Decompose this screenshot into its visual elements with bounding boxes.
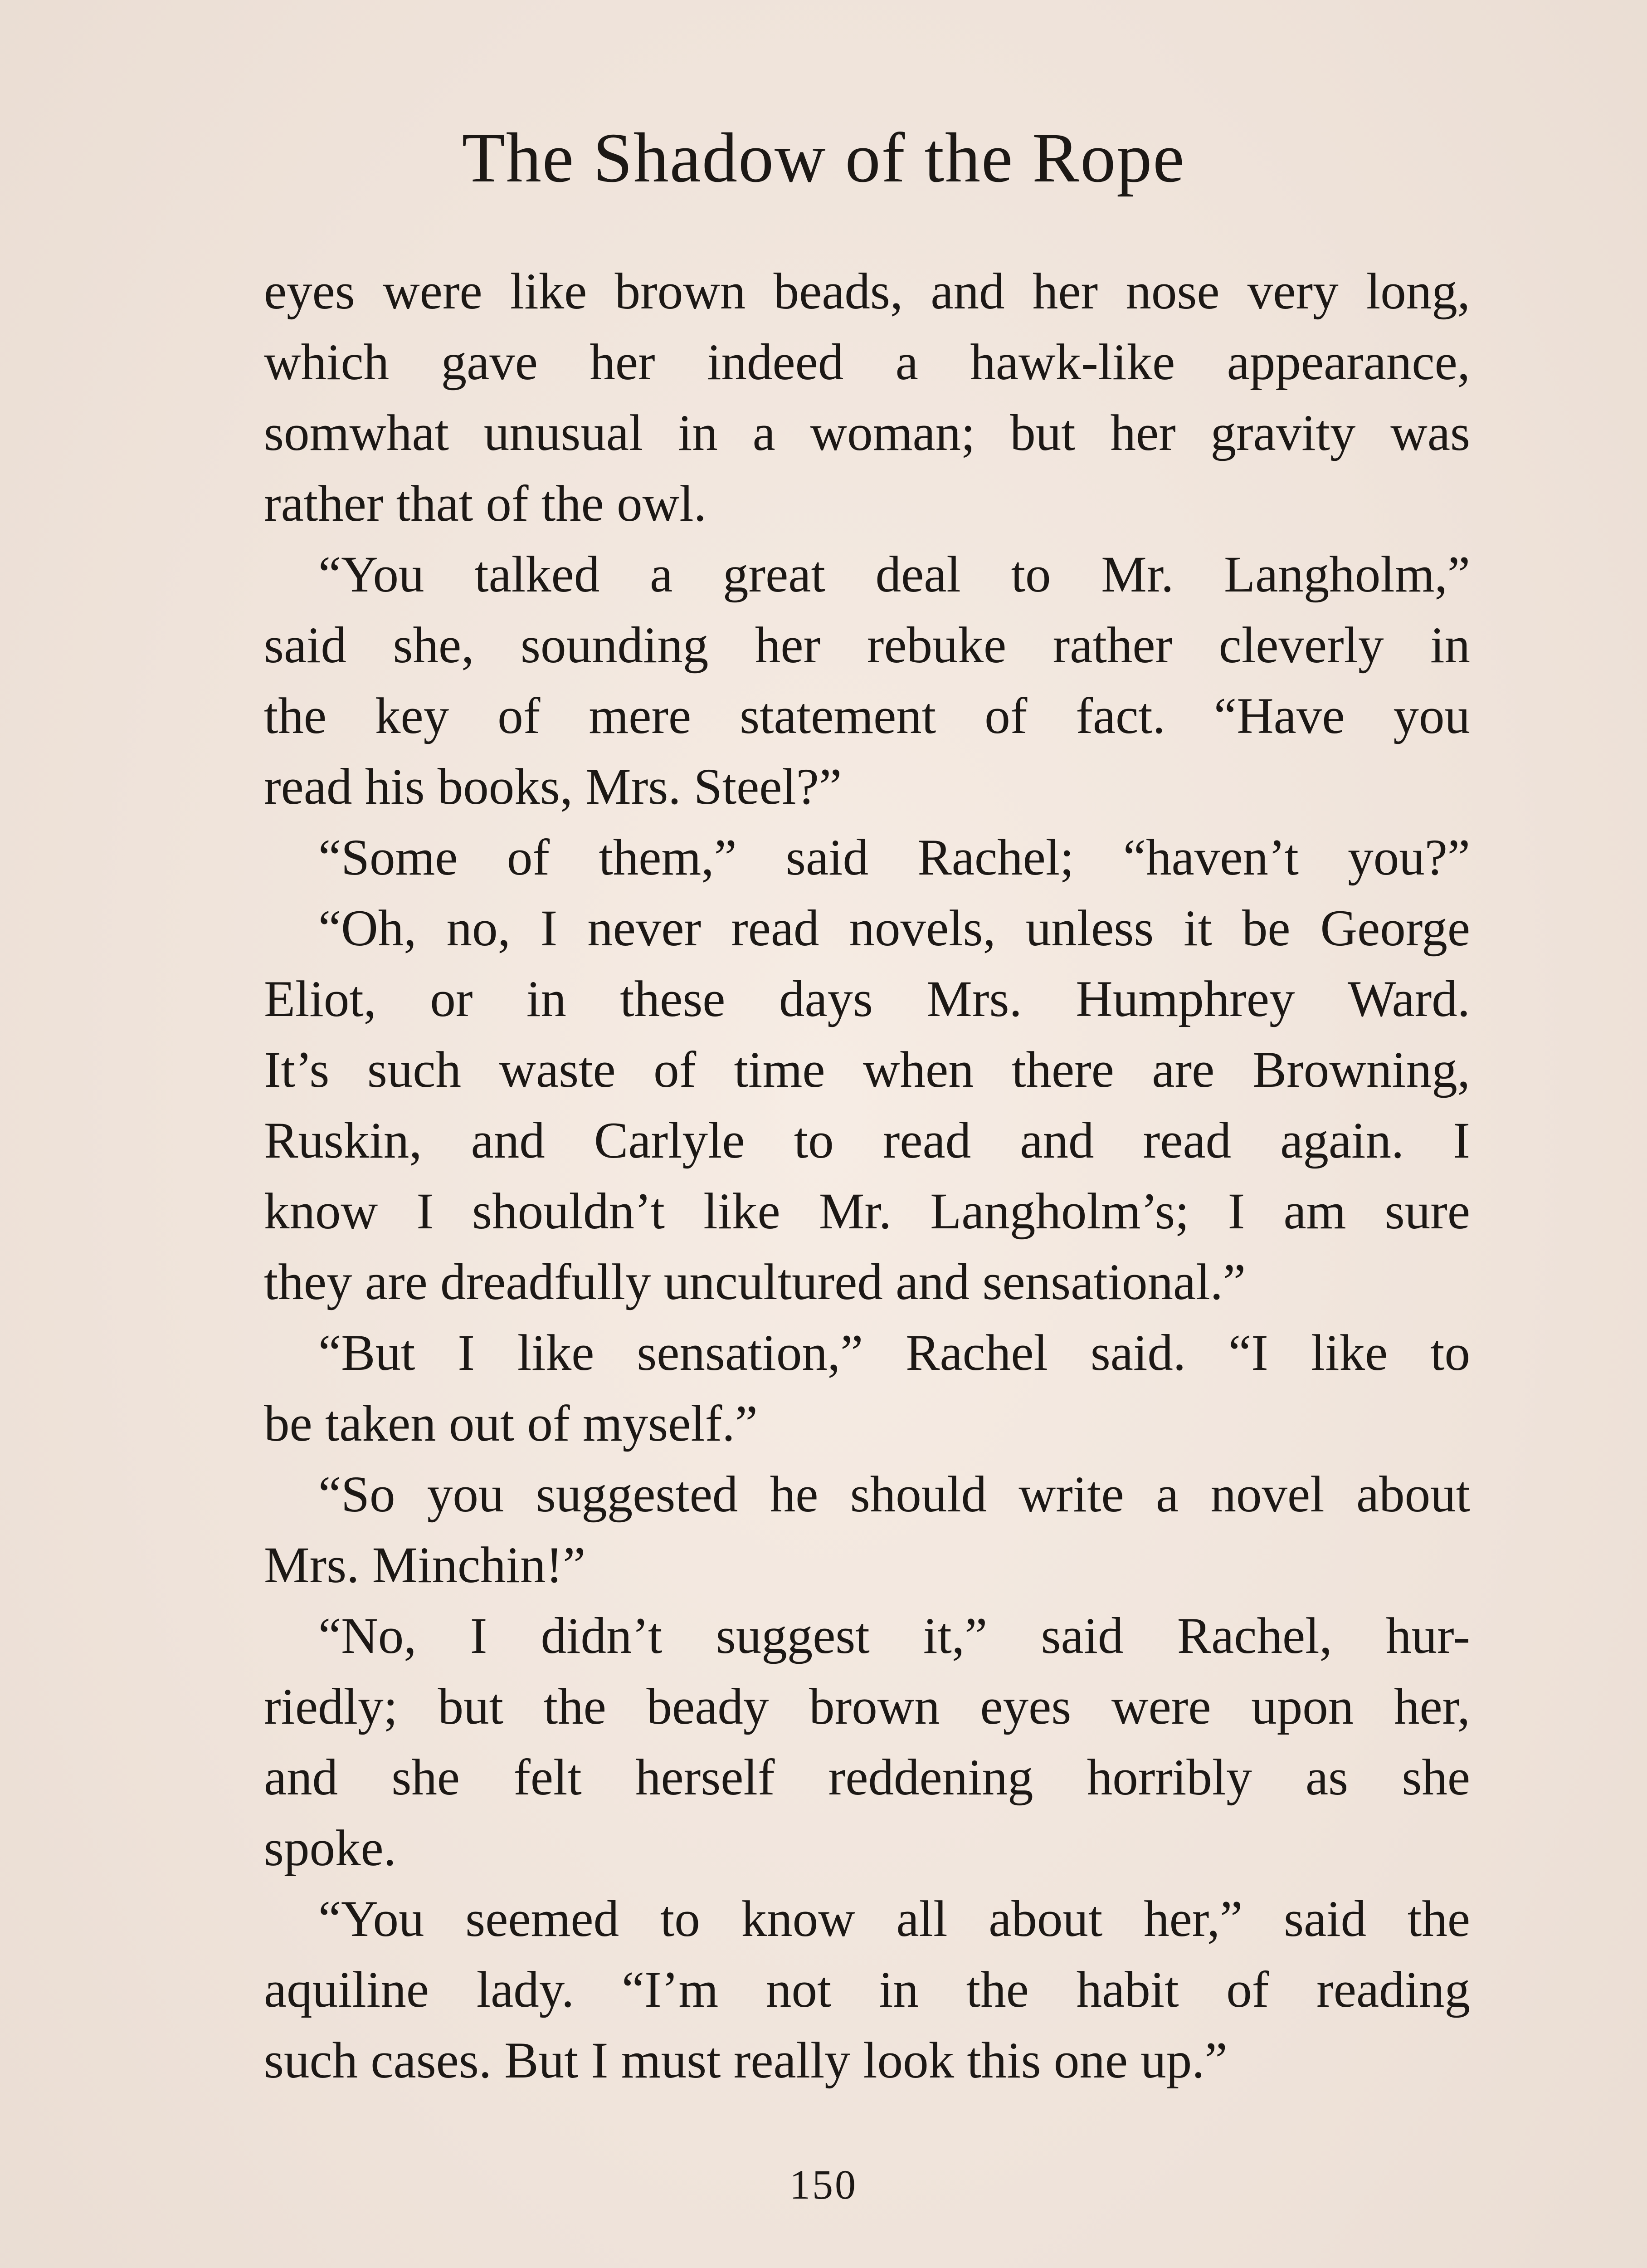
text-line: and she felt herself reddening horribly as she: [264, 1749, 1470, 1806]
body-text: [264, 256, 1470, 2096]
text-line: “Some of them,” said Rachel; “haven’t you?”: [318, 829, 1470, 886]
text-line: “Oh, no, I never read novels, unless it be George: [318, 900, 1470, 957]
text-line: aquiline lady. “I’m not in the habit of reading: [264, 1961, 1470, 2018]
text-line: “But I like sensation,” Rachel said. “I like to: [318, 1325, 1470, 1381]
running-head: The Shadow of the Rope: [462, 118, 1185, 197]
text-line: “No, I didn’t suggest it,” said Rachel, hur-: [318, 1608, 1470, 1664]
text-line: “You seemed to know all about her,” said the: [318, 1891, 1470, 1947]
text-line: such cases. But I must really look this one up.”: [264, 2032, 1228, 2089]
text-line: “So you suggested he should write a novel about: [318, 1466, 1470, 1523]
text-line: said she, sounding her rebuke rather cleverly in: [264, 617, 1470, 674]
text-line: be taken out of myself.”: [264, 1395, 758, 1452]
text-line: Mrs. Minchin!”: [264, 1537, 586, 1593]
text-line: It’s such waste of time when there are Browning,: [264, 1041, 1470, 1098]
text-line: eyes were like brown beads, and her nose very long,: [264, 263, 1470, 320]
text-line: read his books, Mrs. Steel?”: [264, 758, 842, 815]
text-line: somwhat unusual in a woman; but her gravity was: [264, 405, 1470, 461]
text-line: they are dreadfully uncultured and sensational.”: [264, 1254, 1246, 1310]
page-number: 150: [789, 2161, 858, 2208]
text-line: the key of mere statement of fact. “Have you: [264, 688, 1470, 744]
text-line: spoke.: [264, 1820, 396, 1877]
text-line: “You talked a great deal to Mr. Langholm,”: [318, 546, 1470, 603]
text-line: know I shouldn’t like Mr. Langholm’s; I am sure: [264, 1183, 1470, 1240]
text-line: which gave her indeed a hawk-like appearance,: [264, 334, 1470, 391]
text-line: Eliot, or in these days Mrs. Humphrey Ward.: [264, 971, 1470, 1027]
text-line: riedly; but the beady brown eyes were upon her,: [264, 1678, 1470, 1735]
text-line: rather that of the owl.: [264, 475, 707, 532]
text-line: Ruskin, and Carlyle to read and read again. I: [264, 1112, 1470, 1169]
